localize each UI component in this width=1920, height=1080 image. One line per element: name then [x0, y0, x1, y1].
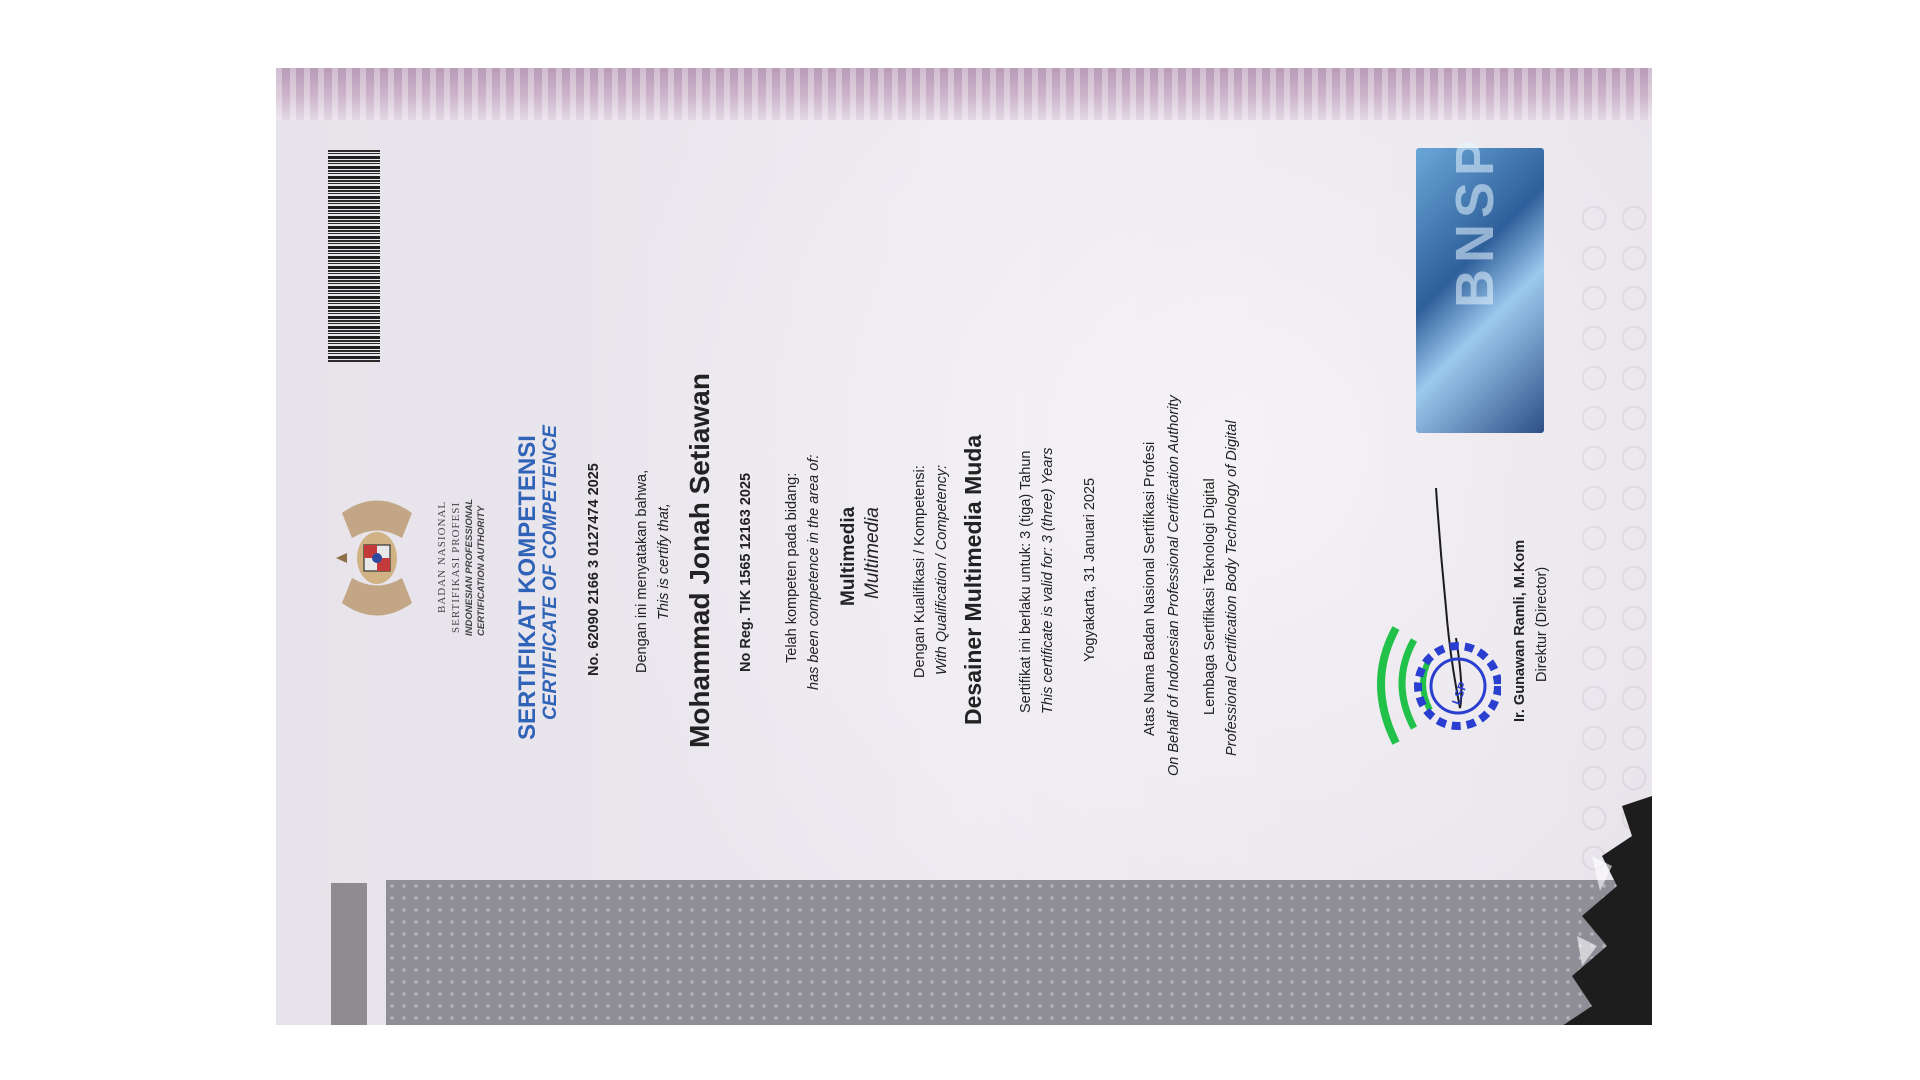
certificate-number: No. 62090 2166 3 0127474 2025	[586, 463, 602, 676]
certification-body-indonesian: Lembaga Sertifikasi Teknologi Digital	[1202, 478, 1218, 715]
behalf-english: On Behalf of Indonesian Professional Certification Authority	[1166, 395, 1182, 776]
torn-edge-mark	[1562, 796, 1652, 1025]
certify-english: This is certify that,	[656, 503, 672, 620]
authority-line-4: CERTIFICATION AUTHORITY	[476, 505, 487, 636]
title-indonesian: SERTIFIKAT KOMPETENSI	[514, 435, 541, 740]
competence-english: has been competence in the area of:	[806, 454, 822, 690]
behalf-indonesian: Atas Nama Badan Nasional Sertifikasi Profesi	[1142, 441, 1158, 736]
competence-indonesian: Telah kompeten pada bidang:	[784, 472, 800, 663]
holder-name: Mohammad Jonah Setiawan	[684, 373, 715, 748]
decorative-top-band	[276, 68, 1652, 120]
certificate-sheet	[276, 68, 1652, 1025]
place-and-date: Yogyakarta, 31 Januari 2025	[1082, 477, 1098, 662]
validity-indonesian: Sertifikat ini berlaku untuk: 3 (tiga) Tahun	[1018, 450, 1034, 713]
garuda-emblem-icon	[332, 483, 422, 633]
certify-indonesian: Dengan ini menyatakan bahwa,	[634, 469, 650, 673]
authority-line-3: INDONESIAN PROFESSIONAL	[464, 498, 475, 636]
qualification-label-indonesian: Dengan Kualifikasi / Kompetensi:	[912, 465, 928, 678]
svg-text:LSP: LSP	[1449, 679, 1471, 707]
security-dot-panel	[386, 880, 1646, 1025]
validity-english: This certificate is valid for: 3 (three) Years	[1040, 447, 1056, 714]
authority-line-1: BADAN NASIONAL	[436, 500, 448, 613]
lsp-stamp-icon	[1366, 608, 1501, 778]
competence-area-english: Multimedia	[862, 507, 883, 599]
hologram-text: BNSP	[1445, 133, 1505, 308]
qualification-title: Desainer Multimedia Muda	[960, 434, 986, 725]
certification-body-english: Professional Certification Body Technology of Digital	[1224, 420, 1240, 756]
bnsp-hologram	[1416, 133, 1544, 433]
competence-area-indonesian: Multimedia	[838, 506, 859, 606]
edge-tab	[331, 883, 367, 1025]
title-english: CERTIFICATE OF COMPETENCE	[540, 425, 561, 720]
authority-line-2: SERTIFIKASI PROFESI	[450, 501, 462, 633]
registration-number: No Reg. TIK 1565 12163 2025	[738, 472, 754, 672]
signer-title: Direktur (Director)	[1534, 566, 1550, 682]
qualification-label-english: With Qualification / Competency:	[934, 464, 950, 675]
signer-name: Ir. Gunawan Ramli, M.Kom	[1512, 539, 1528, 722]
barcode	[328, 150, 380, 362]
